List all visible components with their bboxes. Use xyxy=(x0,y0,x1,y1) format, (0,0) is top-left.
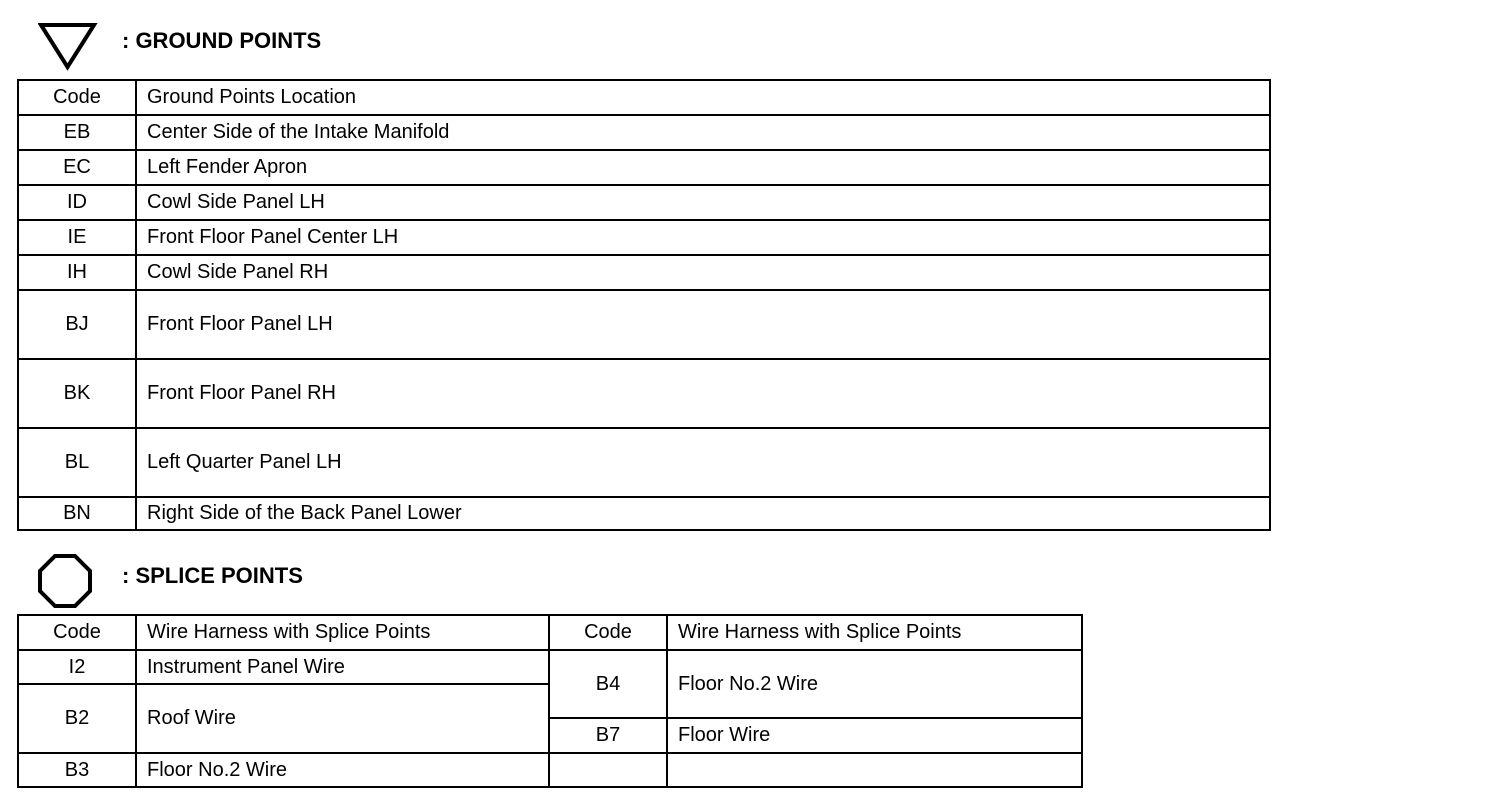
splice-harness-cell: Floor Wire xyxy=(667,718,1082,753)
ground-triangle-icon xyxy=(38,20,98,72)
splice-harness-cell: Floor No.2 Wire xyxy=(136,753,549,787)
ground-location-cell: Cowl Side Panel RH xyxy=(136,255,1270,290)
ground-code-cell: ID xyxy=(18,185,136,220)
splice-code-cell: B4 xyxy=(549,650,667,718)
splice-code-cell: B3 xyxy=(18,753,136,787)
table-row xyxy=(18,220,1270,255)
ground-code-cell: IH xyxy=(18,255,136,290)
ground-location-cell: Front Floor Panel Center LH xyxy=(136,220,1270,255)
ground-location-cell: Left Quarter Panel LH xyxy=(136,428,1270,497)
ground-points-table xyxy=(17,79,1271,531)
empty-cell xyxy=(549,753,667,787)
splice-code-cell: B2 xyxy=(18,684,136,753)
splice-octagon-icon xyxy=(37,553,93,609)
harness-column-header: Wire Harness with Splice Points xyxy=(136,615,549,650)
splice-points-title: : SPLICE POINTS xyxy=(122,563,303,588)
ground-location-cell: Front Floor Panel LH xyxy=(136,290,1270,359)
splice-harness-cell: Floor No.2 Wire xyxy=(667,650,1082,718)
code-column-header: Code xyxy=(18,80,136,115)
splice-code-cell: B7 xyxy=(549,718,667,753)
ground-code-cell: BJ xyxy=(18,290,136,359)
harness-column-header: Wire Harness with Splice Points xyxy=(667,615,1082,650)
ground-location-cell: Front Floor Panel RH xyxy=(136,359,1270,428)
table-header-row xyxy=(18,80,1270,115)
ground-location-cell: Left Fender Apron xyxy=(136,150,1270,185)
ground-code-cell: BL xyxy=(18,428,136,497)
table-row xyxy=(18,359,1270,428)
ground-location-cell: Center Side of the Intake Manifold xyxy=(136,115,1270,150)
ground-location-cell: Cowl Side Panel LH xyxy=(136,185,1270,220)
splice-code-cell: I2 xyxy=(18,650,136,684)
code-column-header: Code xyxy=(549,615,667,650)
table-row xyxy=(18,753,1082,787)
splice-harness-cell: Roof Wire xyxy=(136,684,549,753)
ground-code-cell: EC xyxy=(18,150,136,185)
ground-location-cell: Right Side of the Back Panel Lower xyxy=(136,497,1270,530)
table-row xyxy=(18,650,1082,684)
table-row xyxy=(18,150,1270,185)
table-header-row xyxy=(18,615,1082,650)
table-row xyxy=(18,185,1270,220)
table-row xyxy=(18,428,1270,497)
splice-points-table xyxy=(17,614,1083,788)
ground-points-title: : GROUND POINTS xyxy=(122,28,322,53)
ground-code-cell: BN xyxy=(18,497,136,530)
table-row xyxy=(18,497,1270,530)
ground-code-cell: IE xyxy=(18,220,136,255)
ground-code-cell: BK xyxy=(18,359,136,428)
table-row xyxy=(18,255,1270,290)
empty-cell xyxy=(667,753,1082,787)
table-row xyxy=(18,290,1270,359)
location-column-header: Ground Points Location xyxy=(136,80,1270,115)
splice-harness-cell: Instrument Panel Wire xyxy=(136,650,549,684)
code-column-header: Code xyxy=(18,615,136,650)
ground-code-cell: EB xyxy=(18,115,136,150)
table-row xyxy=(18,115,1270,150)
